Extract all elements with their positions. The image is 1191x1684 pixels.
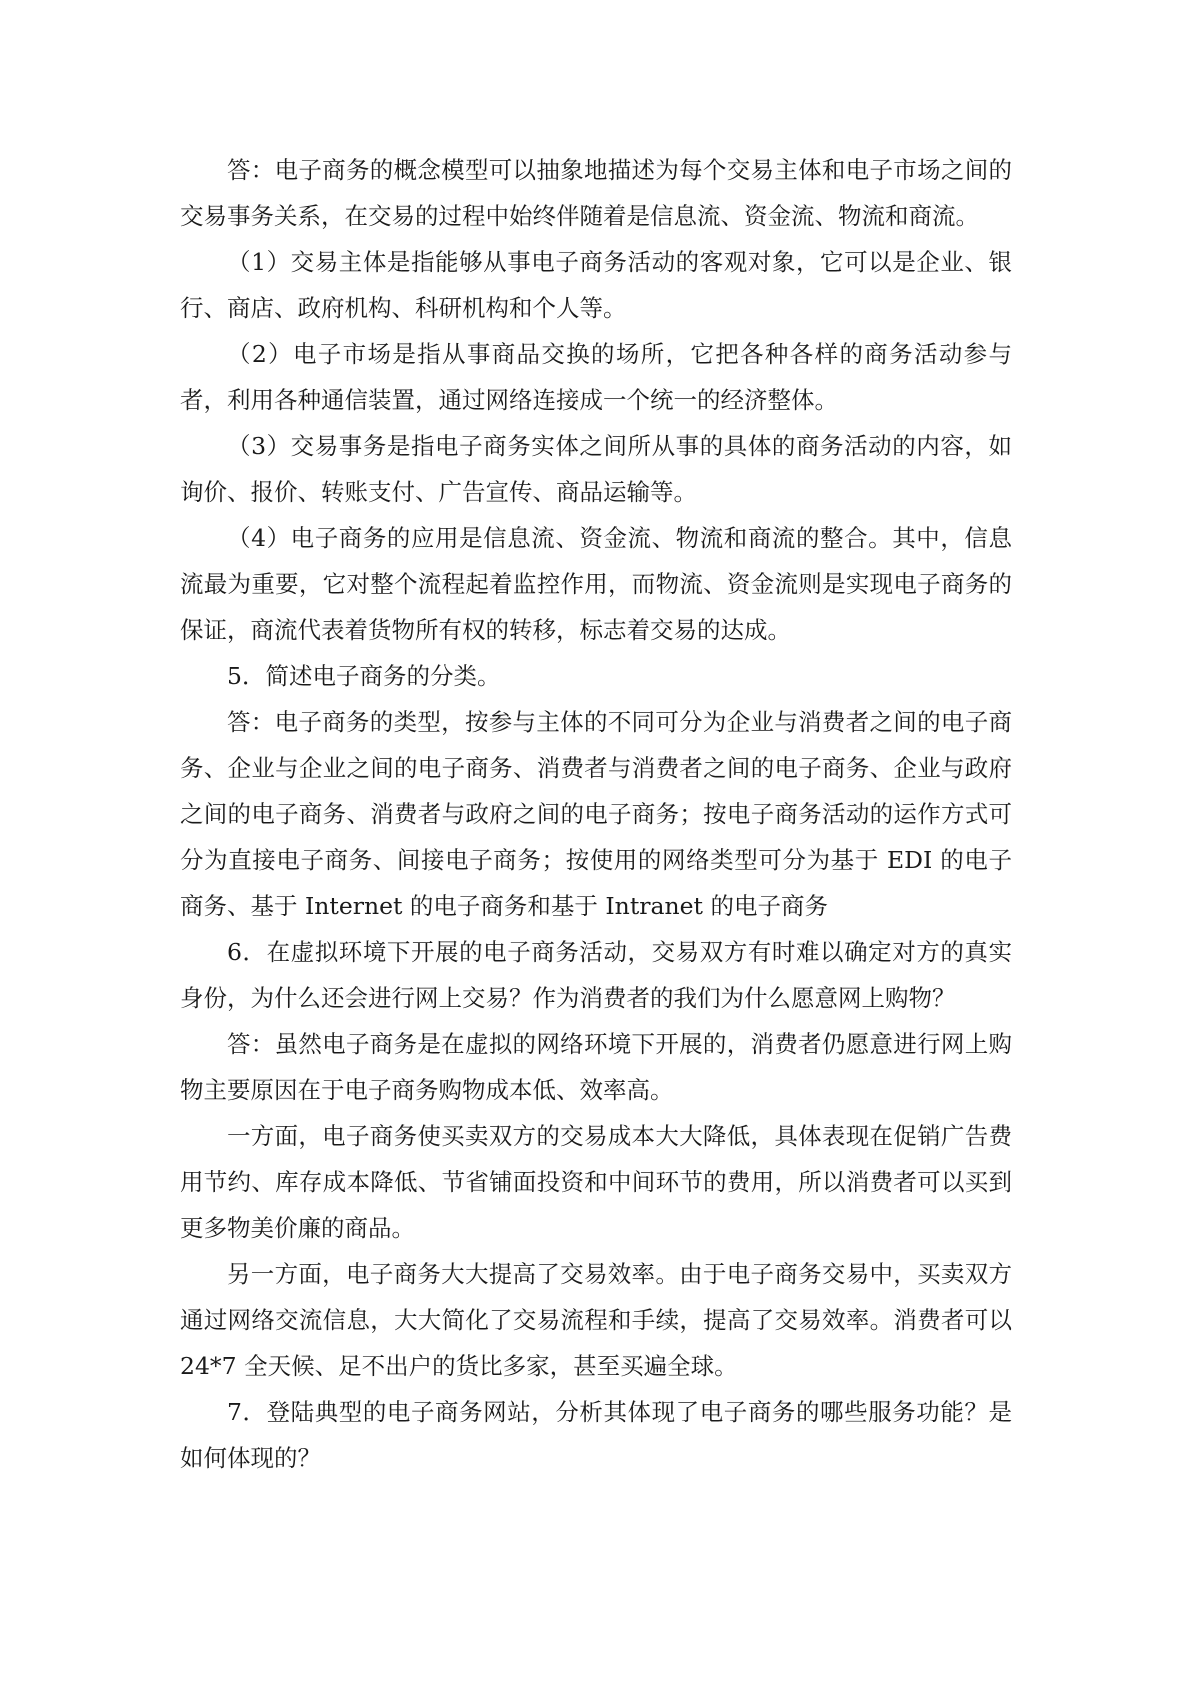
- answer-6: 答：虽然电子商务是在虚拟的网络环境下开展的，消费者仍愿意进行网上购物主要原因在于电子商务购物成本低、效率高。: [180, 1030, 1012, 1104]
- document-body: [180, 147, 1012, 1481]
- answer-6-point-1: 一方面，电子商务使买卖双方的交易成本大大降低，具体表现在促销广告费用节约、库存成本降低、节省铺面投资和中间环节的费用，所以消费者可以买到更多物美价廉的商品。: [180, 1122, 1012, 1242]
- question-6: 6．在虚拟环境下开展的电子商务活动，交易双方有时难以确定对方的真实身份，为什么还会进行网上交易？作为消费者的我们为什么愿意网上购物？: [180, 938, 1012, 1012]
- answer-6-point-2: 另一方面，电子商务大大提高了交易效率。由于电子商务交易中，买卖双方通过网络交流信息，大大简化了交易流程和手续，提高了交易效率。消费者可以 24*7 全天候、足不出户的货比多家，甚至买遍全球。: [180, 1260, 1012, 1380]
- question-7: 7．登陆典型的电子商务网站，分析其体现了电子商务的哪些服务功能？是如何体现的？: [180, 1398, 1012, 1472]
- answer-5: 答：电子商务的类型，按参与主体的不同可分为企业与消费者之间的电子商务、企业与企业之间的电子商务、消费者与消费者之间的电子商务、企业与政府之间的电子商务、消费者与政府之间的电子商务；按电子商务活动的运作方式可分为直接电子商务、间接电子商务；按使用的网络类型可分为基于 EDI 的电子商务、基于 Internet 的电子商务和基于 Intranet 的电子商务: [180, 708, 1012, 920]
- paragraph-item-1: （1）交易主体是指能够从事电子商务活动的客观对象，它可以是企业、银行、商店、政府机构、科研机构和个人等。: [180, 248, 1012, 322]
- paragraph-item-3: （3）交易事务是指电子商务实体之间所从事的具体的商务活动的内容，如询价、报价、转账支付、广告宣传、商品运输等。: [180, 432, 1012, 506]
- question-5: 5．简述电子商务的分类。: [227, 662, 501, 690]
- paragraph-answer-concept-model: 答：电子商务的概念模型可以抽象地描述为每个交易主体和电子市场之间的交易事务关系，在交易的过程中始终伴随着是信息流、资金流、物流和商流。: [180, 156, 1012, 230]
- paragraph-item-4: （4）电子商务的应用是信息流、资金流、物流和商流的整合。其中，信息流最为重要，它对整个流程起着监控作用，而物流、资金流则是实现电子商务的保证，商流代表着货物所有权的转移，标志着交易的达成。: [180, 524, 1012, 644]
- paragraph-item-2: （2）电子市场是指从事商品交换的场所，它把各种各样的商务活动参与者，利用各种通信装置，通过网络连接成一个统一的经济整体。: [180, 340, 1012, 414]
